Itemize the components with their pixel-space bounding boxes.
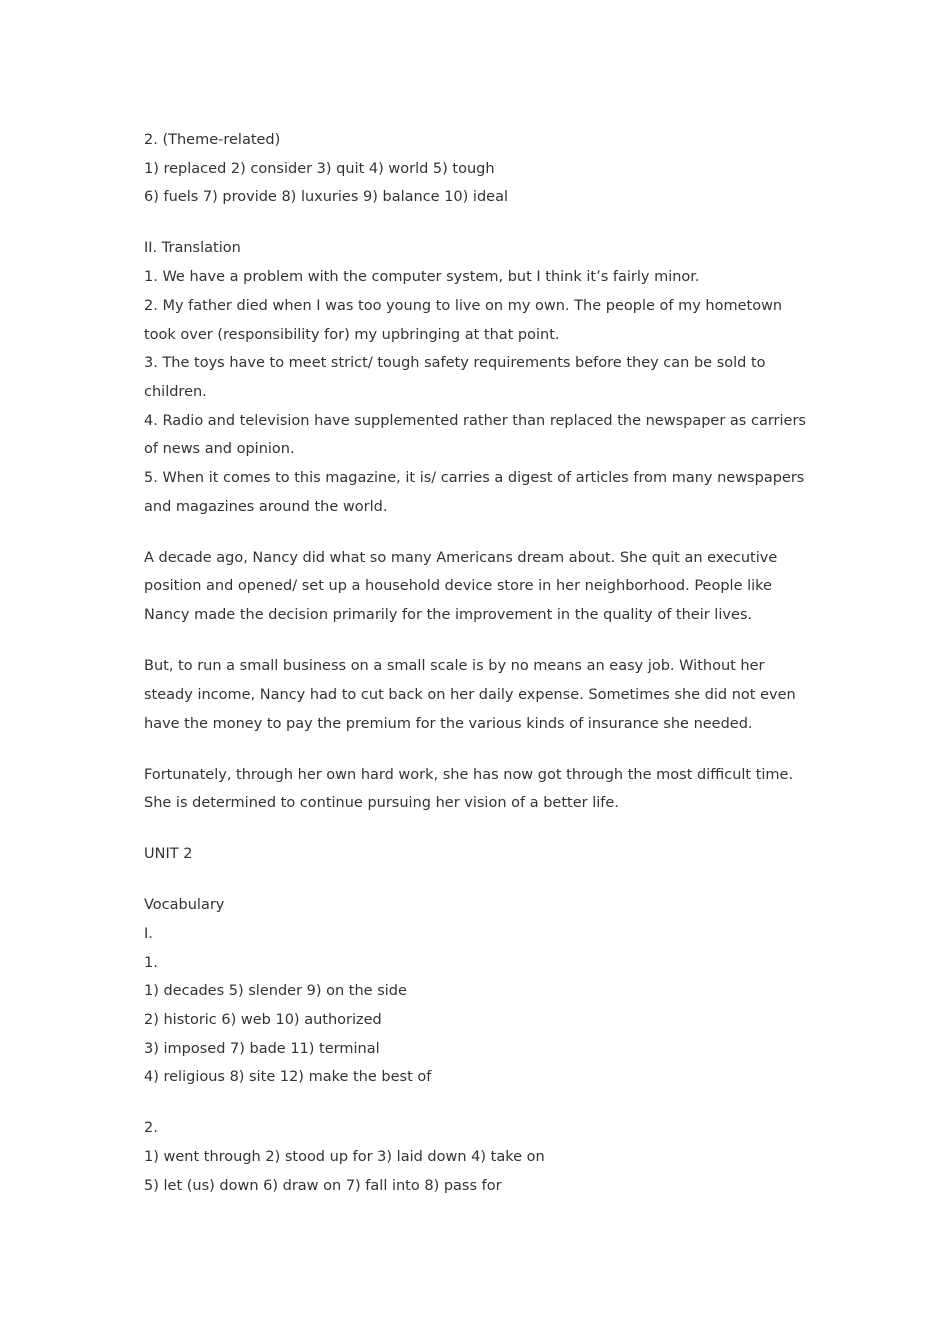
text-line: Fortunately, through her own hard work, she has now got through the most difficult time. xyxy=(144,766,794,783)
text-line: 2) historic 6) web 10) authorized xyxy=(144,1012,382,1029)
text-line: 1. xyxy=(144,954,158,971)
text-line: position and opened/ set up a household device store in her neighborhood. People like xyxy=(144,578,772,595)
unit-heading xyxy=(144,840,814,869)
text-line: 2. xyxy=(144,1120,158,1137)
section-heading: Vocabulary xyxy=(144,897,225,914)
text-line: 4. Radio and television have supplemented rather than replaced the newspaper as carriers xyxy=(144,412,806,429)
text-line: 1) went through 2) stood up for 3) laid down 4) take on xyxy=(144,1149,545,1166)
paragraph-vocabulary xyxy=(144,891,814,1092)
text-line: I. xyxy=(144,925,153,942)
text-line: 2. My father died when I was too young to live on my own. The people of my hometown xyxy=(144,297,783,314)
text-line: 1) replaced 2) consider 3) quit 4) world 5) tough xyxy=(144,160,495,177)
text-line: Nancy made the decision primarily for the improvement in the quality of their lives. xyxy=(144,607,753,624)
text-line: But, to run a small business on a small scale is by no means an easy job. Without her xyxy=(144,658,765,675)
paragraph-small-business xyxy=(144,652,814,738)
text-line: She is determined to continue pursuing her vision of a better life. xyxy=(144,795,619,812)
text-line: and magazines around the world. xyxy=(144,498,388,515)
unit-title: UNIT 2 xyxy=(144,846,193,863)
paragraph-nancy-intro xyxy=(144,544,814,630)
text-line: 4) religious 8) site 12) make the best of xyxy=(144,1069,432,1086)
section-heading: II. Translation xyxy=(144,240,241,257)
text-line: have the money to pay the premium for the various kinds of insurance she needed. xyxy=(144,715,753,732)
text-line: steady income, Nancy had to cut back on her daily expense. Sometimes she did not even xyxy=(144,686,796,703)
paragraph-fortunately xyxy=(144,761,814,818)
text-line: 2. (Theme-related) xyxy=(144,132,281,148)
document-content xyxy=(144,126,814,1201)
text-line: took over (responsibility for) my upbringing at that point. xyxy=(144,326,560,343)
text-line: 3. The toys have to meet strict/ tough safety requirements before they can be sold to xyxy=(144,355,766,372)
text-line: A decade ago, Nancy did what so many Americans dream about. She quit an executive xyxy=(144,549,778,566)
text-line: 5. When it comes to this magazine, it is/ carries a digest of articles from many newspapers xyxy=(144,470,805,487)
text-line: 3) imposed 7) bade 11) terminal xyxy=(144,1040,380,1057)
text-line: 6) fuels 7) provide 8) luxuries 9) balance 10) ideal xyxy=(144,189,508,206)
paragraph-theme-related xyxy=(144,126,814,212)
text-line: 1) decades 5) slender 9) on the side xyxy=(144,983,407,1000)
text-line: 5) let (us) down 6) draw on 7) fall into 8) pass for xyxy=(144,1177,502,1194)
text-line: children. xyxy=(144,383,207,400)
text-line: 1. We have a problem with the computer system, but I think it’s fairly minor. xyxy=(144,269,700,286)
text-line: of news and opinion. xyxy=(144,441,295,458)
paragraph-translation xyxy=(144,234,814,521)
paragraph-exercise-2 xyxy=(144,1114,814,1200)
